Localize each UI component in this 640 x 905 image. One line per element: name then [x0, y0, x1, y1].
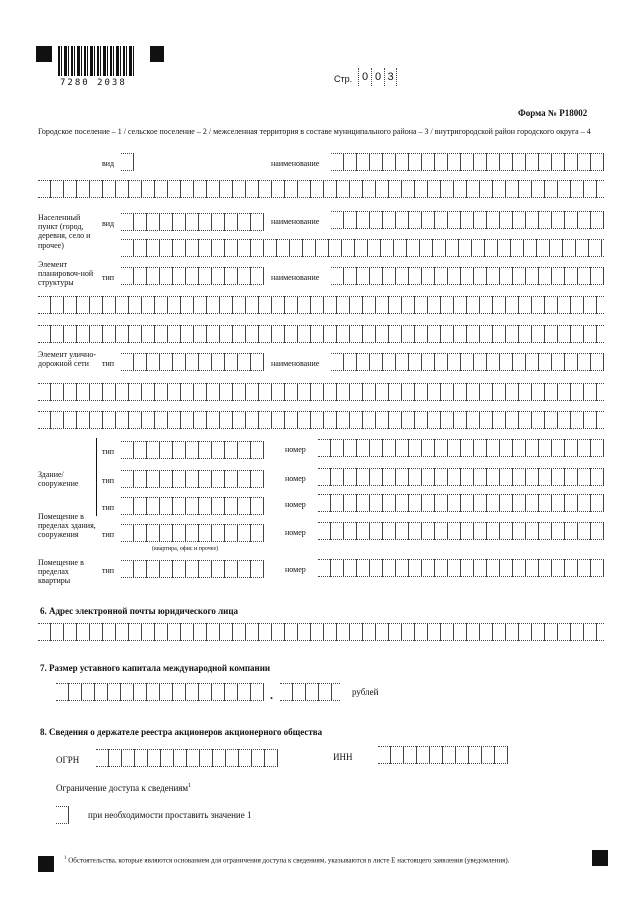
- label-name-3: наименование: [271, 273, 320, 282]
- label-settlement: Населенный пункт (город, деревня, село и прочее): [38, 213, 91, 250]
- capital-separator: .: [270, 688, 273, 702]
- label-vid-1: вид: [102, 159, 115, 168]
- field-municipal-type[interactable]: [121, 153, 134, 171]
- section-6-title: 6. Адрес электронной почты юридического лица: [40, 606, 239, 616]
- field-restriction[interactable]: [56, 806, 69, 824]
- field-settlement-type[interactable]: [121, 213, 264, 231]
- barcode: [58, 46, 134, 76]
- label-tip-3: тип: [102, 447, 115, 456]
- field-municipal-name-cont[interactable]: [38, 180, 604, 198]
- restriction-note: при необходимости проставить значение 1: [88, 810, 252, 820]
- page-digit-2: 0: [371, 68, 384, 86]
- label-ogrn: ОГРН: [56, 755, 80, 765]
- label-number-5: номер: [285, 565, 306, 574]
- field-room-building-number[interactable]: [318, 522, 604, 540]
- restriction-text: Ограничение доступа к сведениям: [56, 783, 189, 793]
- label-tip-6: тип: [102, 530, 115, 539]
- label-tip-4: тип: [102, 476, 115, 485]
- label-name-2: наименование: [271, 217, 320, 226]
- label-inn: ИНН: [333, 752, 353, 762]
- label-tip-7: тип: [102, 566, 115, 575]
- page-label: Стр.: [334, 74, 353, 84]
- label-building: Здание/ сооружение: [38, 470, 79, 489]
- field-room-building-type[interactable]: [121, 524, 264, 542]
- corner-marker-top-right: [150, 46, 164, 62]
- label-street: Элемент улично-дорожной сети: [38, 350, 96, 369]
- label-room-flat: Помещение в пределах квартиры: [38, 558, 84, 586]
- label-room-building: Помещение в пределах здания, сооружения: [38, 512, 96, 540]
- section-7-title: 7. Размер уставного капитала международной компании: [40, 663, 271, 673]
- label-tip-2: тип: [102, 359, 115, 368]
- footnote-mark: 1: [64, 856, 67, 861]
- field-building-type-3[interactable]: [121, 497, 264, 515]
- section-8-title: 8. Сведения о держателе реестра акционеров акционерного общества: [40, 727, 323, 737]
- field-email[interactable]: [38, 623, 604, 641]
- field-building-type-2[interactable]: [121, 470, 264, 488]
- footnote: [64, 856, 509, 865]
- label-tip-1: тип: [102, 273, 115, 282]
- building-brace: [96, 438, 97, 516]
- field-building-number-3[interactable]: [318, 494, 604, 512]
- settlement-note: Городское поселение – 1 / сельское поселение – 2 / межселенная территория в составе муниципального района – 3 / внутригородской район городского округа – 4: [38, 127, 591, 136]
- corner-marker-bottom-right: [592, 850, 608, 866]
- room-hint: (квартира, офис и прочее): [152, 546, 219, 552]
- field-planning-name[interactable]: [331, 267, 604, 285]
- corner-marker-bottom-left: [38, 856, 54, 872]
- field-street-name-cont-1[interactable]: [38, 383, 604, 401]
- footnote-text: Обстоятельства, которые являются основанием для ограничения доступа к сведениям, указываются в листе Е настоящего заявления (уведомления).: [68, 856, 510, 865]
- field-inn[interactable]: [378, 746, 508, 764]
- field-building-number-2[interactable]: [318, 468, 604, 486]
- label-number-2: номер: [285, 474, 306, 483]
- capital-unit: рублей: [352, 687, 379, 697]
- field-planning-name-cont-2[interactable]: [38, 325, 604, 343]
- field-capital-integer[interactable]: [56, 683, 264, 701]
- label-name-1: наименование: [271, 159, 320, 168]
- field-capital-fraction[interactable]: [280, 683, 340, 701]
- label-number-4: номер: [285, 528, 306, 537]
- field-settlement-name[interactable]: [331, 211, 604, 229]
- field-building-number-1[interactable]: [318, 439, 604, 457]
- page-digit-3: 3: [384, 68, 397, 86]
- page-number-cells: [358, 68, 397, 86]
- field-planning-type[interactable]: [121, 267, 264, 285]
- form-title: Форма № Р18002: [518, 108, 588, 118]
- restriction-label: [56, 783, 191, 794]
- field-street-type[interactable]: [121, 353, 264, 371]
- barcode-number: 7280 2038: [60, 78, 127, 88]
- field-municipal-name[interactable]: [331, 153, 604, 171]
- label-vid-2: вид: [102, 219, 115, 228]
- field-street-name-cont-2[interactable]: [38, 411, 604, 429]
- corner-marker-top-left: [36, 46, 52, 62]
- restriction-sup: 1: [188, 783, 192, 789]
- field-room-flat-number[interactable]: [318, 559, 604, 577]
- label-number-3: номер: [285, 500, 306, 509]
- field-room-flat-type[interactable]: [121, 560, 264, 578]
- field-settlement-name-cont[interactable]: [121, 239, 604, 257]
- field-ogrn[interactable]: [96, 749, 278, 767]
- page-digit-1: 0: [358, 68, 371, 86]
- label-number-1: номер: [285, 445, 306, 454]
- field-street-name[interactable]: [331, 353, 604, 371]
- field-planning-name-cont-1[interactable]: [38, 296, 604, 314]
- field-building-type-1[interactable]: [121, 441, 264, 459]
- label-tip-5: тип: [102, 503, 115, 512]
- label-name-4: наименование: [271, 359, 320, 368]
- label-planning: Элемент планировоч-ной структуры: [38, 260, 94, 288]
